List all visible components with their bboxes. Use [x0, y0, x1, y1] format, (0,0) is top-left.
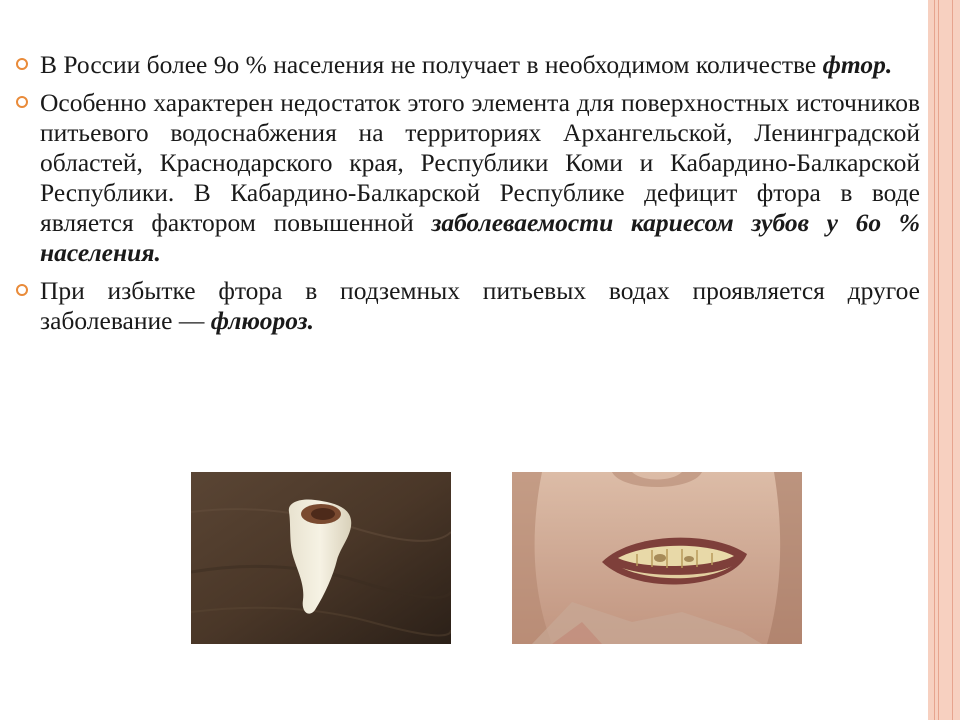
bullet-circle-icon	[16, 58, 28, 70]
bullet-text: При избытке фтора в подземных питьевых водах проявляется другое заболевание —	[40, 276, 920, 335]
bullet-circle-icon	[16, 96, 28, 108]
extracted-tooth-photo	[191, 472, 451, 644]
bullet-emphasis: фтор.	[822, 50, 893, 79]
decorative-side-band	[928, 0, 960, 720]
bullet-emphasis: заболеваемости кариесом зубов у 6о % населения.	[40, 208, 920, 267]
bullet-text: Особенно характерен недостаток этого элемента для поверхностных источников питьевого водоснабжения на территориях Архангельской, Ленинградской областей, Краснодарского края, Республики Коми и Кабардино-Балкарской Республики. В Кабардино-Балкарской Республике дефицит фтора в воде является фактором повышенной	[40, 88, 920, 237]
bullet-item-3	[14, 276, 920, 336]
bullet-emphasis: флюороз.	[210, 306, 314, 335]
bullet-text: В России более 9о % населения не получает в необходимом количестве	[40, 50, 823, 79]
smiling-child-fluorosis-photo	[512, 472, 802, 644]
bullet-item-2	[14, 88, 920, 268]
tooth-illustration	[191, 472, 451, 644]
bullet-item-1	[14, 50, 920, 80]
smile-illustration	[512, 472, 802, 644]
bullet-circle-icon	[16, 284, 28, 296]
bullet-list	[14, 50, 920, 344]
